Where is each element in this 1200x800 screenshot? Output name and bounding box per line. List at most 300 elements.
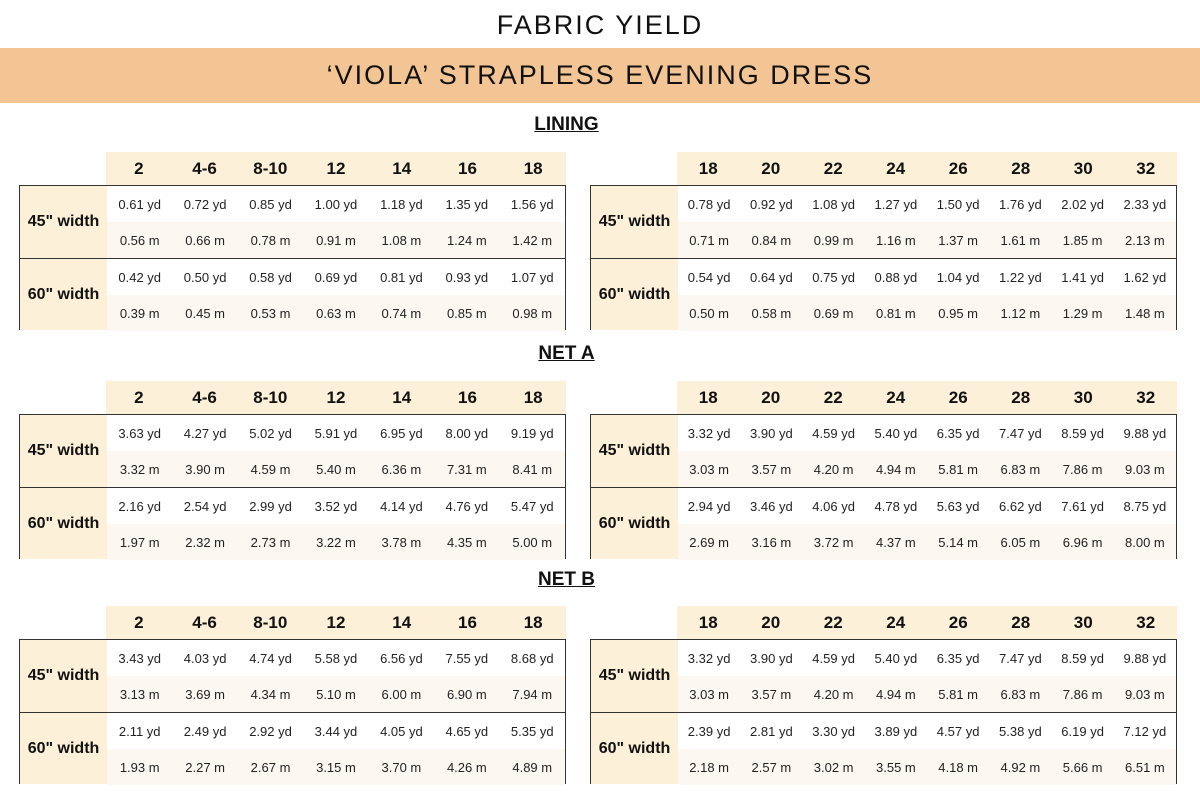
yardage-cell: 6.35 yd — [936, 650, 980, 666]
meterage-cell: 3.22 m — [316, 534, 356, 550]
yardage-cell: 3.89 yd — [874, 723, 918, 739]
yards-row — [107, 488, 565, 524]
yield-table-right — [590, 381, 1177, 559]
meterage-cell: 5.81 m — [938, 686, 978, 702]
yield-values — [107, 415, 565, 487]
fabric-width-label: 60" width — [591, 259, 678, 330]
yardage-cell: 4.27 yd — [183, 425, 227, 441]
meterage-cell: 0.84 m — [751, 232, 792, 248]
meters-row — [107, 749, 565, 785]
yardage-cell: 0.72 yd — [183, 196, 227, 212]
size-header: 26 — [948, 158, 968, 178]
meters-row — [678, 295, 1176, 331]
yardage-cell: 0.69 yd — [314, 269, 358, 285]
meterage-cell: 4.94 m — [876, 461, 916, 477]
size-header: 12 — [326, 612, 346, 632]
yardage-cell: 2.94 yd — [687, 498, 731, 514]
meterage-cell: 4.34 m — [250, 686, 291, 702]
meterage-cell: 0.71 m — [689, 232, 729, 248]
title-banner — [0, 48, 1200, 103]
size-header: 24 — [886, 387, 906, 407]
yardage-cell: 9.19 yd — [510, 425, 554, 441]
size-header: 2 — [134, 158, 144, 178]
meterage-cell: 3.57 m — [751, 461, 792, 477]
meterage-cell: 1.42 m — [512, 232, 553, 248]
yards-row — [678, 186, 1176, 222]
yardage-cell: 0.85 yd — [249, 196, 292, 212]
width-row — [20, 487, 565, 559]
size-header-row — [106, 606, 566, 639]
meterage-cell: 4.94 m — [876, 686, 916, 702]
yards-row — [107, 259, 565, 295]
yards-row — [678, 259, 1176, 295]
yardage-cell: 5.40 yd — [874, 425, 918, 441]
size-header: 18 — [523, 387, 543, 407]
size-header-row — [106, 381, 566, 414]
yards-row — [107, 713, 565, 749]
size-header: 30 — [1073, 612, 1093, 632]
width-row — [591, 640, 1176, 712]
meterage-cell: 4.92 m — [1000, 759, 1041, 775]
yardage-cell: 1.00 yd — [314, 196, 358, 212]
size-header: 2 — [134, 612, 144, 632]
meterage-cell: 2.67 m — [250, 759, 291, 775]
yardage-cell: 7.12 yd — [1123, 723, 1167, 739]
meterage-cell: 5.66 m — [1062, 759, 1103, 775]
yield-values — [678, 713, 1176, 784]
meterage-cell: 2.13 m — [1125, 232, 1165, 248]
yardage-cell: 1.76 yd — [999, 196, 1042, 212]
meterage-cell: 0.66 m — [185, 232, 225, 248]
yardage-cell: 1.50 yd — [936, 196, 980, 212]
meterage-cell: 0.91 m — [316, 232, 356, 248]
meters-row — [678, 524, 1176, 560]
meterage-cell: 3.70 m — [381, 759, 422, 775]
meters-row — [107, 451, 565, 487]
yardage-cell: 3.32 yd — [687, 650, 731, 666]
yards-row — [678, 488, 1176, 524]
yield-values — [107, 640, 565, 712]
meterage-cell: 4.18 m — [938, 759, 978, 775]
yardage-cell: 5.91 yd — [314, 425, 358, 441]
yardage-cell: 1.22 yd — [999, 269, 1042, 285]
meterage-cell: 4.59 m — [250, 461, 291, 477]
size-header: 20 — [761, 387, 781, 407]
yardage-cell: 9.88 yd — [1123, 425, 1167, 441]
meters-row — [678, 451, 1176, 487]
size-header: 32 — [1136, 612, 1156, 632]
meters-row — [107, 295, 565, 331]
meterage-cell: 4.37 m — [876, 534, 916, 550]
size-header: 8-10 — [253, 387, 288, 407]
size-header: 2 — [134, 387, 144, 407]
yardage-cell: 4.03 yd — [183, 650, 227, 666]
yardage-cell: 0.50 yd — [183, 269, 227, 285]
section-title: NET B — [538, 569, 595, 590]
size-header: 28 — [1011, 612, 1031, 632]
yardage-cell: 0.88 yd — [874, 269, 918, 285]
yield-table-right — [590, 606, 1177, 784]
meterage-cell: 9.03 m — [1125, 686, 1165, 702]
meterage-cell: 0.85 m — [446, 305, 487, 321]
meterage-cell: 1.16 m — [876, 232, 916, 248]
yardage-cell: 4.06 yd — [812, 498, 855, 514]
yardage-cell: 1.08 yd — [812, 196, 855, 212]
dress-name: ‘VIOLA’ STRAPLESS EVENING DRESS — [326, 60, 874, 90]
size-header: 30 — [1073, 158, 1093, 178]
size-header: 16 — [457, 612, 477, 632]
size-header: 26 — [948, 612, 968, 632]
yardage-cell: 3.44 yd — [314, 723, 358, 739]
meterage-cell: 4.20 m — [813, 686, 854, 702]
meterage-cell: 6.96 m — [1062, 534, 1103, 550]
yardage-cell: 4.74 yd — [249, 650, 292, 666]
meterage-cell: 3.13 m — [119, 686, 160, 702]
size-header: 28 — [1011, 387, 1031, 407]
yardage-cell: 5.40 yd — [874, 650, 918, 666]
yardage-cell: 1.41 yd — [1061, 269, 1104, 285]
meterage-cell: 2.73 m — [250, 534, 291, 550]
yardage-cell: 7.47 yd — [999, 425, 1042, 441]
yardage-cell: 4.14 yd — [380, 498, 423, 514]
yardage-cell: 5.02 yd — [249, 425, 292, 441]
meterage-cell: 7.31 m — [446, 461, 487, 477]
size-header: 30 — [1073, 387, 1093, 407]
width-row — [591, 258, 1176, 330]
yardage-cell: 0.64 yd — [750, 269, 793, 285]
meterage-cell: 5.00 m — [512, 534, 553, 550]
width-row — [20, 258, 565, 330]
size-header-row — [106, 152, 566, 185]
size-header: 8-10 — [253, 158, 288, 178]
table-body — [590, 414, 1177, 559]
meterage-cell: 2.27 m — [185, 759, 225, 775]
size-header: 24 — [886, 158, 906, 178]
yardage-cell: 6.95 yd — [380, 425, 423, 441]
meterage-cell: 1.08 m — [381, 232, 422, 248]
yardage-cell: 0.78 yd — [687, 196, 731, 212]
yardage-cell: 4.78 yd — [874, 498, 918, 514]
yardage-cell: 0.92 yd — [750, 196, 793, 212]
yardage-cell: 4.05 yd — [380, 723, 423, 739]
size-header: 28 — [1011, 158, 1031, 178]
meters-row — [107, 524, 565, 560]
width-row — [20, 186, 565, 258]
meters-row — [678, 749, 1176, 785]
meterage-cell: 6.83 m — [1000, 461, 1041, 477]
fabric-width-label: 45" width — [20, 415, 107, 487]
yardage-cell: 5.63 yd — [936, 498, 980, 514]
yardage-cell: 6.56 yd — [380, 650, 423, 666]
meterage-cell: 3.15 m — [316, 759, 356, 775]
yardage-cell: 8.59 yd — [1061, 650, 1104, 666]
yardage-cell: 8.00 yd — [445, 425, 489, 441]
size-header: 4-6 — [192, 612, 217, 632]
meterage-cell: 6.51 m — [1125, 759, 1165, 775]
yardage-cell: 3.30 yd — [812, 723, 855, 739]
meterage-cell: 3.69 m — [185, 686, 225, 702]
meterage-cell: 2.32 m — [185, 534, 225, 550]
meterage-cell: 7.86 m — [1062, 461, 1103, 477]
yield-values — [678, 488, 1176, 559]
size-header: 32 — [1136, 387, 1156, 407]
yardage-cell: 0.81 yd — [380, 269, 423, 285]
yardage-cell: 2.16 yd — [118, 498, 162, 514]
yardage-cell: 1.56 yd — [510, 196, 554, 212]
yardage-cell: 4.59 yd — [812, 425, 855, 441]
yardage-cell: 3.52 yd — [314, 498, 358, 514]
yield-values — [107, 713, 565, 784]
yardage-cell: 2.99 yd — [249, 498, 292, 514]
meterage-cell: 6.83 m — [1000, 686, 1041, 702]
yardage-cell: 6.19 yd — [1061, 723, 1104, 739]
yardage-cell: 2.92 yd — [249, 723, 292, 739]
yardage-cell: 2.54 yd — [183, 498, 227, 514]
meterage-cell: 0.53 m — [250, 305, 291, 321]
yield-values — [678, 415, 1176, 487]
size-header: 22 — [823, 612, 843, 632]
yield-values — [107, 186, 565, 258]
meterage-cell: 1.24 m — [446, 232, 487, 248]
yardage-cell: 9.88 yd — [1123, 650, 1167, 666]
width-row — [591, 712, 1176, 784]
meterage-cell: 6.05 m — [1000, 534, 1041, 550]
meterage-cell: 8.00 m — [1125, 534, 1165, 550]
yards-row — [678, 713, 1176, 749]
yardage-cell: 0.93 yd — [445, 269, 489, 285]
yield-table-left — [19, 152, 566, 330]
size-header: 18 — [698, 158, 718, 178]
meters-row — [678, 676, 1176, 712]
fabric-width-label: 45" width — [20, 186, 107, 258]
meterage-cell: 2.57 m — [751, 759, 792, 775]
yield-table-left — [19, 381, 566, 559]
meterage-cell: 0.58 m — [751, 305, 792, 321]
yardage-cell: 3.43 yd — [118, 650, 162, 666]
meterage-cell: 0.69 m — [813, 305, 854, 321]
size-header: 14 — [392, 158, 412, 178]
meterage-cell: 0.98 m — [512, 305, 553, 321]
yield-values — [107, 259, 565, 330]
meterage-cell: 9.03 m — [1125, 461, 1165, 477]
yardage-cell: 4.57 yd — [936, 723, 980, 739]
meterage-cell: 0.81 m — [876, 305, 916, 321]
yardage-cell: 0.61 yd — [118, 196, 162, 212]
meterage-cell: 1.48 m — [1125, 305, 1165, 321]
table-body — [19, 414, 566, 559]
yardage-cell: 1.07 yd — [510, 269, 554, 285]
meterage-cell: 0.39 m — [119, 305, 160, 321]
meterage-cell: 3.90 m — [185, 461, 225, 477]
section-title: LINING — [534, 114, 599, 135]
meterage-cell: 5.14 m — [938, 534, 978, 550]
yardage-cell: 7.61 yd — [1061, 498, 1104, 514]
yardage-cell: 1.27 yd — [874, 196, 918, 212]
fabric-width-label: 60" width — [20, 713, 107, 784]
yardage-cell: 8.68 yd — [510, 650, 554, 666]
yards-row — [107, 415, 565, 451]
yardage-cell: 7.55 yd — [445, 650, 489, 666]
meters-row — [678, 222, 1176, 258]
meterage-cell: 0.74 m — [381, 305, 422, 321]
size-header: 32 — [1136, 158, 1156, 178]
yardage-cell: 0.54 yd — [687, 269, 731, 285]
meterage-cell: 4.35 m — [446, 534, 487, 550]
yardage-cell: 1.18 yd — [380, 196, 423, 212]
table-body — [19, 639, 566, 784]
section-title: NET A — [538, 343, 595, 364]
size-header: 26 — [948, 387, 968, 407]
size-header: 22 — [823, 387, 843, 407]
meterage-cell: 3.78 m — [381, 534, 422, 550]
size-header: 18 — [698, 387, 718, 407]
meterage-cell: 3.02 m — [813, 759, 854, 775]
yardage-cell: 4.65 yd — [445, 723, 489, 739]
yardage-cell: 3.46 yd — [750, 498, 793, 514]
meterage-cell: 0.95 m — [938, 305, 978, 321]
meterage-cell: 4.26 m — [446, 759, 487, 775]
fabric-width-label: 45" width — [591, 415, 678, 487]
meterage-cell: 6.36 m — [381, 461, 422, 477]
meterage-cell: 4.20 m — [813, 461, 854, 477]
meterage-cell: 6.00 m — [381, 686, 422, 702]
table-body — [590, 639, 1177, 784]
meterage-cell: 3.57 m — [751, 686, 792, 702]
meterage-cell: 3.72 m — [813, 534, 854, 550]
yards-row — [678, 640, 1176, 676]
size-header: 18 — [523, 158, 543, 178]
size-header-row — [677, 606, 1177, 639]
yardage-cell: 3.90 yd — [750, 425, 793, 441]
fabric-width-label: 45" width — [591, 640, 678, 712]
meterage-cell: 0.56 m — [119, 232, 160, 248]
yield-values — [678, 259, 1176, 330]
yards-row — [678, 415, 1176, 451]
yardage-cell: 5.47 yd — [510, 498, 554, 514]
size-header: 12 — [326, 387, 346, 407]
table-body — [19, 185, 566, 330]
yardage-cell: 5.38 yd — [999, 723, 1042, 739]
meters-row — [107, 676, 565, 712]
yardage-cell: 2.49 yd — [183, 723, 227, 739]
size-header-row — [677, 152, 1177, 185]
width-row — [591, 415, 1176, 487]
size-header: 4-6 — [192, 158, 217, 178]
yardage-cell: 4.76 yd — [445, 498, 489, 514]
size-header: 8-10 — [253, 612, 288, 632]
fabric-width-label: 60" width — [20, 488, 107, 559]
width-row — [20, 712, 565, 784]
meterage-cell: 3.03 m — [689, 686, 729, 702]
meterage-cell: 7.86 m — [1062, 686, 1103, 702]
size-header: 4-6 — [192, 387, 217, 407]
meterage-cell: 0.45 m — [185, 305, 225, 321]
meterage-cell: 7.94 m — [512, 686, 553, 702]
yardage-cell: 0.75 yd — [812, 269, 855, 285]
meterage-cell: 2.69 m — [689, 534, 729, 550]
yardage-cell: 0.42 yd — [118, 269, 162, 285]
yardage-cell: 5.58 yd — [314, 650, 358, 666]
yardage-cell: 2.81 yd — [750, 723, 793, 739]
yardage-cell: 5.35 yd — [510, 723, 554, 739]
meterage-cell: 6.90 m — [446, 686, 487, 702]
meterage-cell: 5.81 m — [938, 461, 978, 477]
yardage-cell: 1.62 yd — [1123, 269, 1167, 285]
size-header: 14 — [392, 612, 412, 632]
yardage-cell: 3.32 yd — [687, 425, 731, 441]
meterage-cell: 3.32 m — [119, 461, 160, 477]
meterage-cell: 0.78 m — [250, 232, 291, 248]
meterage-cell: 1.61 m — [1000, 232, 1041, 248]
fabric-width-label: 45" width — [20, 640, 107, 712]
meterage-cell: 5.10 m — [316, 686, 356, 702]
meterage-cell: 1.97 m — [119, 534, 160, 550]
yield-table-left — [19, 606, 566, 784]
width-row — [591, 487, 1176, 559]
width-row — [591, 186, 1176, 258]
size-header: 12 — [326, 158, 346, 178]
size-header: 22 — [823, 158, 843, 178]
meterage-cell: 3.55 m — [876, 759, 916, 775]
meterage-cell: 3.03 m — [689, 461, 729, 477]
size-header: 18 — [698, 612, 718, 632]
meterage-cell: 0.99 m — [813, 232, 854, 248]
fabric-width-label: 60" width — [591, 713, 678, 784]
meterage-cell: 1.93 m — [119, 759, 160, 775]
yards-row — [107, 640, 565, 676]
yardage-cell: 7.47 yd — [999, 650, 1042, 666]
meters-row — [107, 222, 565, 258]
yield-values — [107, 488, 565, 559]
yardage-cell: 1.35 yd — [445, 196, 489, 212]
yardage-cell: 3.90 yd — [750, 650, 793, 666]
size-header: 24 — [886, 612, 906, 632]
meterage-cell: 2.18 m — [689, 759, 729, 775]
meterage-cell: 0.50 m — [689, 305, 729, 321]
meterage-cell: 1.12 m — [1000, 305, 1041, 321]
meterage-cell: 1.37 m — [938, 232, 978, 248]
yardage-cell: 0.58 yd — [249, 269, 292, 285]
size-header: 18 — [523, 612, 543, 632]
meterage-cell: 4.89 m — [512, 759, 553, 775]
yardage-cell: 2.33 yd — [1123, 196, 1167, 212]
size-header: 14 — [392, 387, 412, 407]
fabric-width-label: 45" width — [591, 186, 678, 258]
yards-row — [107, 186, 565, 222]
fabric-width-label: 60" width — [20, 259, 107, 330]
size-header: 16 — [457, 158, 477, 178]
meterage-cell: 1.29 m — [1062, 305, 1103, 321]
size-header: 20 — [761, 158, 781, 178]
yardage-cell: 8.59 yd — [1061, 425, 1104, 441]
yardage-cell: 8.75 yd — [1123, 498, 1167, 514]
width-row — [20, 640, 565, 712]
size-header: 16 — [457, 387, 477, 407]
width-row — [20, 415, 565, 487]
yardage-cell: 2.39 yd — [687, 723, 731, 739]
size-header: 20 — [761, 612, 781, 632]
yield-values — [678, 640, 1176, 712]
meterage-cell: 5.40 m — [316, 461, 356, 477]
yield-table-right — [590, 152, 1177, 330]
meterage-cell: 3.16 m — [751, 534, 792, 550]
yardage-cell: 2.02 yd — [1061, 196, 1104, 212]
meterage-cell: 8.41 m — [512, 461, 553, 477]
yardage-cell: 2.11 yd — [118, 723, 161, 739]
meterage-cell: 0.63 m — [316, 305, 356, 321]
yardage-cell: 4.59 yd — [812, 650, 855, 666]
yardage-cell: 6.35 yd — [936, 425, 980, 441]
